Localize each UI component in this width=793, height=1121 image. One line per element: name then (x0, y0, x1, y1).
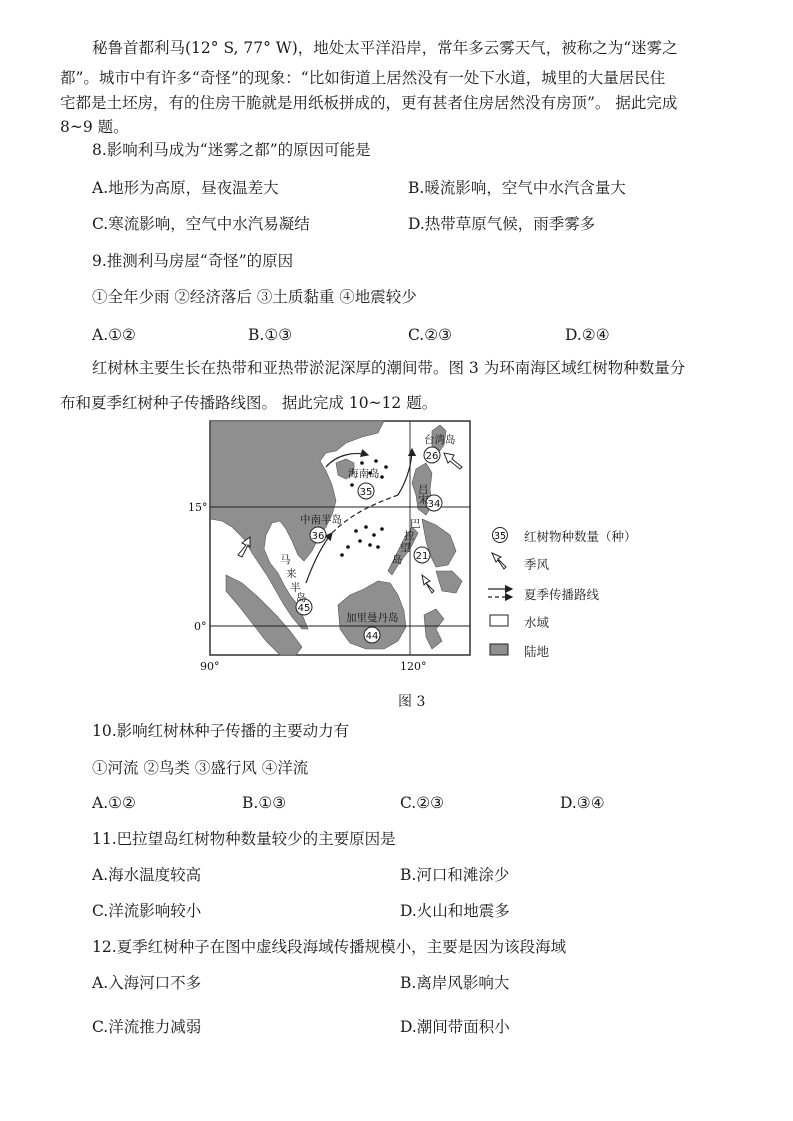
count-palawan: 21 (415, 551, 429, 562)
legend-water-label: 水域 (524, 615, 550, 630)
legend-species-example: 35 (493, 531, 507, 542)
label-malay-4: 岛 (296, 592, 307, 604)
passage2-line-1: 红树林主要生长在热带和亚热带淤泥深厚的潮间带。图 3 为环南海区域红树物种数量分 (92, 359, 686, 377)
label-palawan-2: 拉 (404, 530, 415, 542)
question-11-option-d[interactable]: D.火山和地震多 (400, 902, 510, 920)
question-9-stem: 9.推测利马房屋“奇怪”的原因 (92, 252, 294, 270)
question-10-option-a[interactable]: A.①② (92, 794, 136, 812)
passage1-line-1: 秘鲁首都利马(12° S, 77° W)，地处太平洋沿岸，常年多云雾天气，被称之为“迷雾之 (92, 39, 678, 57)
question-11-option-a[interactable]: A.海水温度较高 (92, 866, 202, 884)
passage1-line-3: 宅都是土坯房，有的住房干脆就是用纸板拼成的，更有甚者住房居然没有房顶”。 据此完成 (60, 94, 678, 112)
count-philippines: 34 (427, 499, 441, 510)
passage1-line-2: 都”。城市中有许多“奇怪”的现象：“比如街道上居然没有一处下水道，城里的大量居民住 (60, 69, 666, 87)
question-12-option-a[interactable]: A.入海河口不多 (92, 974, 202, 992)
label-luzon-2: 宋 (418, 494, 429, 506)
question-9-choices: ①全年少雨 ②经济落后 ③土质黏重 ④地震较少 (92, 288, 417, 306)
question-11-stem: 11.巴拉望岛红树物种数量较少的主要原因是 (92, 830, 396, 848)
legend-monsoon-icon (492, 553, 506, 569)
legend-land-label: 陆地 (524, 644, 550, 659)
question-12-stem: 12.夏季红树种子在图中虚线段海域传播规模小，主要是因为该段海域 (92, 938, 567, 956)
label-palawan-3: 望 (400, 542, 411, 554)
label-luzon-1: 吕 (418, 484, 429, 496)
question-8-option-c[interactable]: C.寒流影响，空气中水汽易凝结 (92, 215, 310, 233)
label-hainan: 海南岛 (348, 468, 380, 480)
label-kalimantan: 加里曼丹岛 (346, 612, 399, 624)
count-kalimantan: 44 (365, 631, 379, 642)
figure-caption: 图 3 (398, 694, 426, 710)
mangrove-map-figure (186, 415, 656, 677)
question-10-choices: ①河流 ②鸟类 ③盛行风 ④洋流 (92, 759, 309, 777)
legend-species-label: 红树物种数量（种） (524, 529, 637, 544)
count-taiwan: 26 (425, 451, 439, 462)
question-10-stem: 10.影响红树林种子传播的主要动力有 (92, 722, 350, 740)
label-palawan-1: 巴 (410, 518, 421, 530)
question-9-option-a[interactable]: A.①② (92, 326, 136, 344)
count-hainan: 35 (359, 487, 373, 498)
question-9-option-c[interactable]: C.②③ (408, 326, 453, 344)
label-indochina: 中南半岛 (300, 514, 342, 526)
count-malay: 45 (297, 603, 311, 614)
question-12-option-d[interactable]: D.潮间带面积小 (400, 1018, 510, 1036)
legend-monsoon-label: 季风 (524, 557, 550, 572)
question-9-option-d[interactable]: D.②④ (565, 326, 610, 344)
question-11-option-b[interactable]: B.河口和滩涂少 (400, 866, 510, 884)
question-8-option-b[interactable]: B.暖流影响，空气中水汽含量大 (408, 179, 626, 197)
count-indochina: 36 (311, 531, 325, 542)
passage1-line-4: 8~9 题。 (60, 118, 129, 136)
lat-label-0: 0° (194, 620, 207, 633)
question-8-option-a[interactable]: A.地形为高原，昼夜温差大 (92, 179, 279, 197)
legend-route-label: 夏季传播路线 (524, 587, 600, 602)
question-10-option-d[interactable]: D.③④ (560, 794, 605, 812)
question-12-option-c[interactable]: C.洋流推力减弱 (92, 1018, 202, 1036)
passage2-line-2: 布和夏季红树种子传播路线图。 据此完成 10~12 题。 (60, 394, 438, 412)
label-palawan-4: 岛 (392, 554, 403, 566)
lat-label-15: 15° (188, 501, 208, 514)
lon-label-120: 120° (400, 660, 427, 673)
question-10-option-b[interactable]: B.①③ (242, 794, 287, 812)
question-11-option-c[interactable]: C.洋流影响较小 (92, 902, 202, 920)
label-malay-3: 半 (290, 582, 301, 594)
lon-label-90: 90° (200, 660, 220, 673)
question-12-option-b[interactable]: B.离岸风影响大 (400, 974, 510, 992)
label-malay-2: 来 (286, 568, 297, 580)
question-8-stem: 8.影响利马成为“迷雾之都”的原因可能是 (92, 141, 371, 159)
question-9-option-b[interactable]: B.①③ (248, 326, 293, 344)
label-taiwan: 台湾岛 (424, 434, 456, 446)
question-8-option-d[interactable]: D.热带草原气候，雨季雾多 (408, 215, 596, 233)
question-10-option-c[interactable]: C.②③ (400, 794, 445, 812)
legend-symbols (488, 528, 512, 656)
label-malay-1: 马 (280, 554, 291, 566)
